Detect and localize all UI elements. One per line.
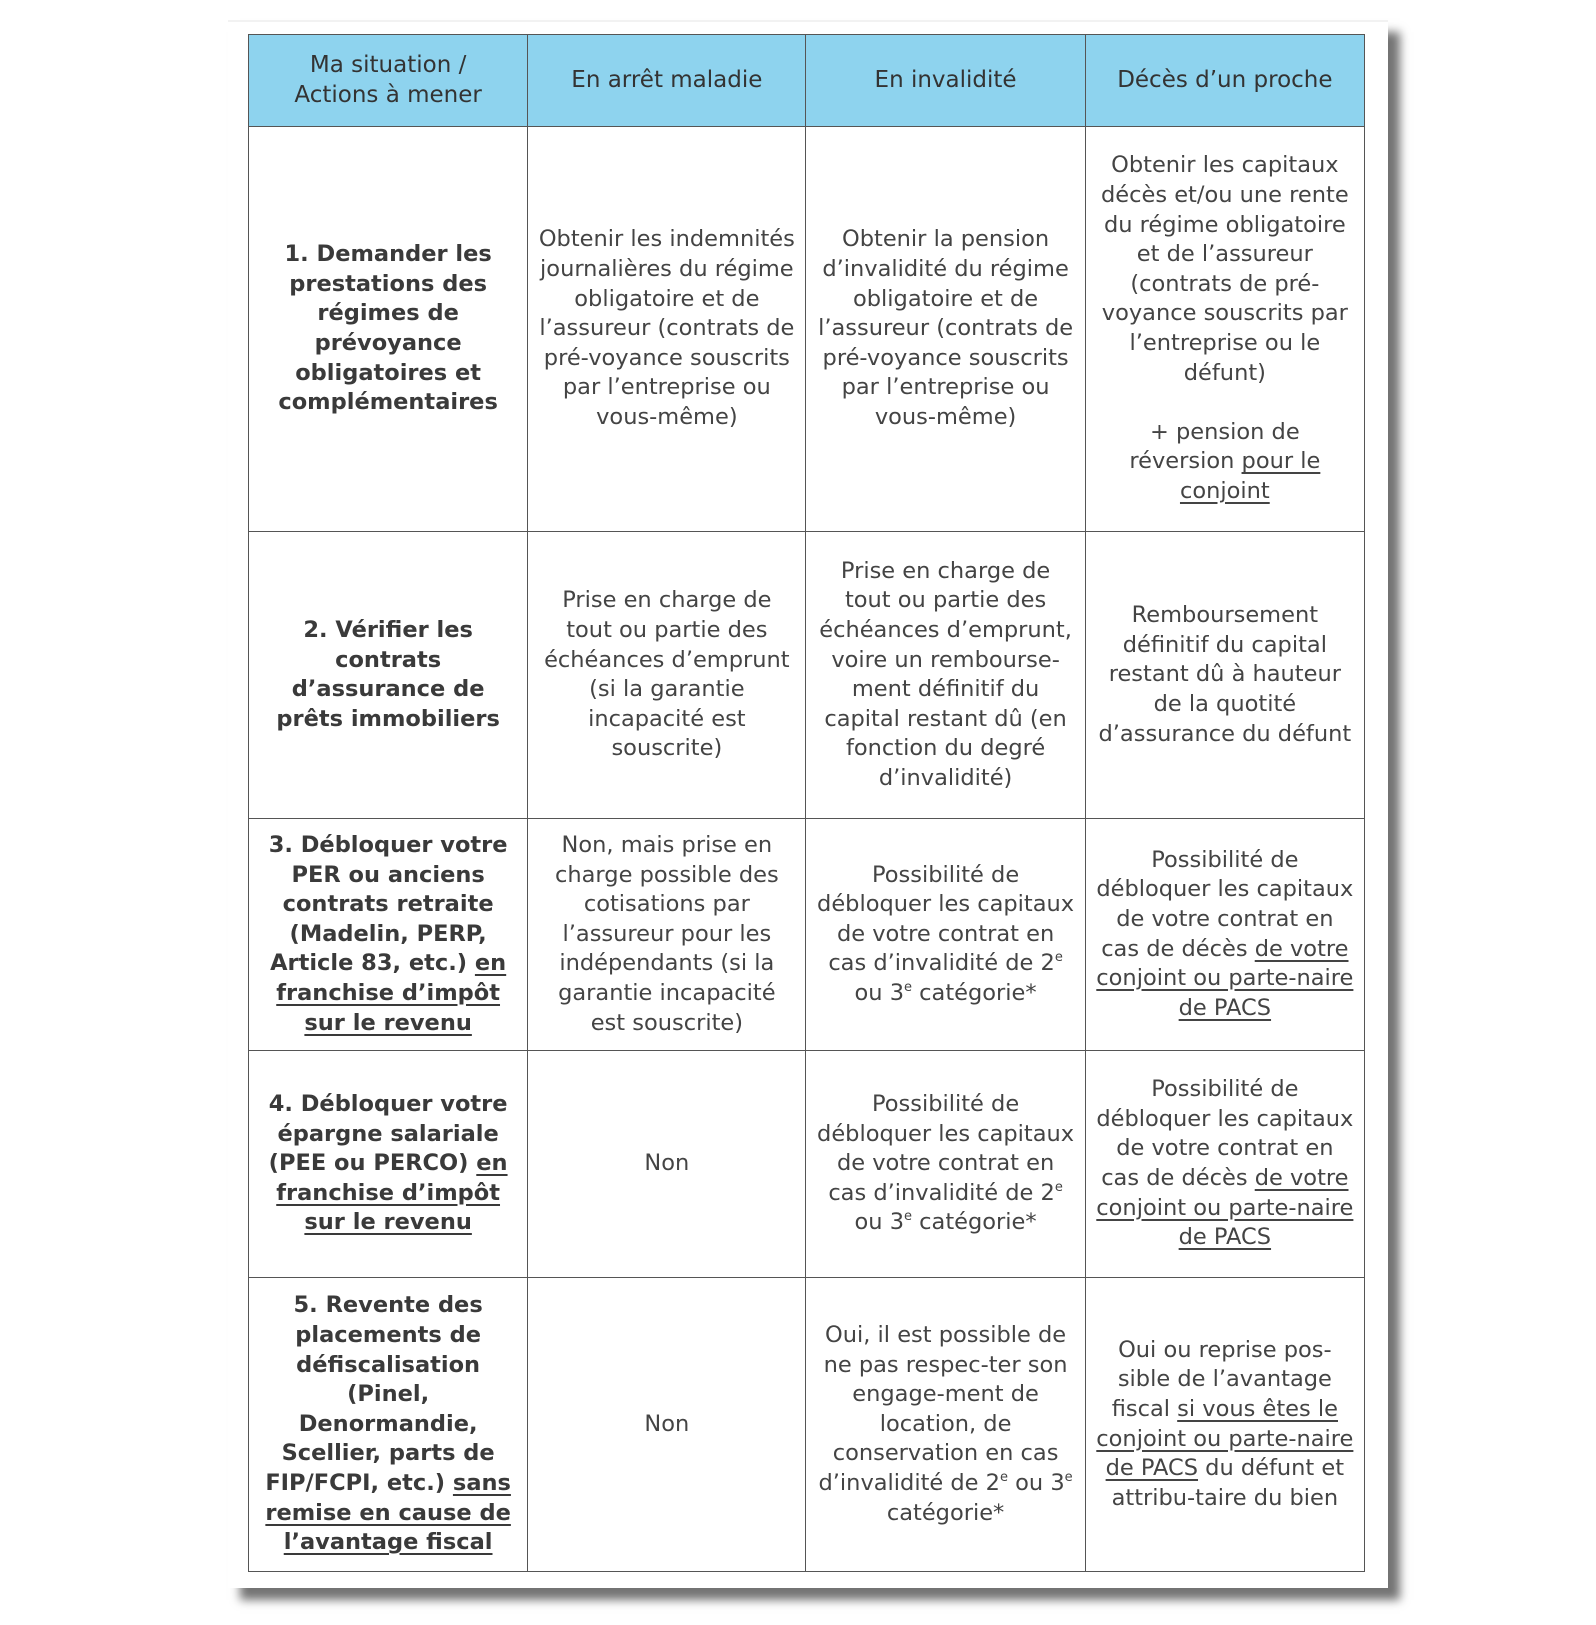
arret-cell: Obtenir les indemnités journalières du régime obligatoire et de l’assureur (contrats de pré-voyance souscrits par l’entreprise ou vous-même) — [528, 127, 806, 532]
superscript: e — [904, 979, 913, 995]
invalidite-text-end: catégorie* — [886, 1499, 1005, 1526]
deces-text: Oui ou reprise pos-sible de l’avantage fiscal — [1111, 1336, 1332, 1422]
deces-text-end: du défunt et attribu-taire du bien — [1111, 1455, 1345, 1511]
deces-text: Possibilité de débloquer les capitaux de votre contrat en cas de décès — [1096, 846, 1354, 962]
invalidite-cell — [806, 819, 1085, 1051]
table-row — [249, 127, 1365, 532]
header-invalidite: En invalidité — [806, 35, 1085, 127]
situations-table — [248, 34, 1365, 1572]
superscript: e — [1054, 1179, 1063, 1195]
invalidite-cell — [806, 1278, 1085, 1572]
deces-underlined: de votre conjoint ou parte-naire de PACS — [1096, 1164, 1354, 1251]
invalidite-text-end: catégorie* — [912, 1209, 1037, 1236]
header-situation-line1: Ma situation / — [309, 51, 467, 78]
header-situation-line2: Actions à mener — [294, 81, 482, 108]
table-header-row — [249, 35, 1365, 127]
deces-extra-text: + pension de réversion — [1129, 418, 1300, 475]
action-text: 4. Débloquer votre épargne salariale (PEE ou PERCO) — [268, 1090, 508, 1177]
arret-cell: Non — [528, 1050, 806, 1277]
action-cell — [249, 1050, 528, 1277]
superscript: e — [904, 1209, 913, 1225]
deces-cell — [1085, 127, 1364, 532]
deces-underlined: de votre conjoint ou parte-naire de PACS — [1096, 935, 1354, 1021]
invalidite-text-mid: ou 3 — [854, 979, 905, 1006]
arret-cell: Non, mais prise en charge possible des cotisations par l’assureur pour les indépendants (si la garantie incapacité est souscrite) — [528, 819, 806, 1051]
arret-cell: Non — [528, 1278, 806, 1572]
header-arret-maladie: En arrêt maladie — [528, 35, 806, 127]
deces-cell — [1085, 819, 1364, 1051]
action-underlined: en franchise d’impôt sur le revenu — [276, 1150, 508, 1236]
action-text: 3. Débloquer votre PER ou anciens contrats retraite (Madelin, PERP, Article 83, etc.) — [268, 831, 508, 977]
table-row — [249, 1278, 1365, 1572]
deces-cell: Remboursement définitif du capital restant dû à hauteur de la quotité d’assurance du défunt — [1085, 532, 1364, 819]
deces-cell — [1085, 1050, 1364, 1277]
document-page — [228, 20, 1388, 1588]
action-cell: 1. Demander les prestations des régimes de prévoyance obligatoires et complémentaires — [249, 127, 528, 532]
invalidite-cell: Obtenir la pension d’invalidité du régime obligatoire et de l’assureur (contrats de pré-voyance souscrits par l’entreprise ou vous-même) — [806, 127, 1085, 532]
action-cell — [249, 819, 528, 1051]
deces-text: Possibilité de débloquer les capitaux de votre contrat en cas de décès — [1096, 1076, 1354, 1191]
table-row — [249, 532, 1365, 819]
deces-underlined: si vous êtes le conjoint ou parte-naire de PACS — [1096, 1395, 1354, 1482]
invalidite-text-end: catégorie* — [912, 979, 1037, 1006]
superscript: e — [1064, 1469, 1073, 1485]
invalidite-cell: Prise en charge de tout ou partie des échéances d’emprunt, voire un rembourse-ment définitif du capital restant dû (en fonction du degré d’invalidité) — [806, 532, 1085, 819]
action-cell: 2. Vérifier les contrats d’assurance de prêts immobiliers — [249, 532, 528, 819]
invalidite-text: Possibilité de débloquer les capitaux de votre contrat en cas d’invalidité de 2 — [817, 1090, 1075, 1206]
deces-text: Obtenir les capitaux décès et/ou une rente du régime obligatoire et de l’assureur (contrats de pré-voyance souscrits par l’entreprise ou le défunt) — [1101, 152, 1349, 386]
header-deces: Décès d’un proche — [1085, 35, 1364, 127]
table-row — [249, 819, 1365, 1051]
invalidite-text: Possibilité de débloquer les capitaux de votre contrat en cas d’invalidité de 2 — [817, 861, 1075, 977]
table-row — [249, 1050, 1365, 1277]
invalidite-cell — [806, 1050, 1085, 1277]
superscript: e — [1000, 1469, 1008, 1485]
action-cell — [249, 1278, 528, 1572]
action-underlined: en franchise d’impôt sur le revenu — [276, 950, 507, 1036]
action-underlined: sans remise en cause de l’avantage fiscal — [265, 1469, 511, 1556]
arret-cell: Prise en charge de tout ou partie des échéances d’emprunt (si la garantie incapacité est souscrite) — [528, 532, 806, 819]
header-situation — [249, 35, 528, 127]
deces-extra-underlined: pour le conjoint — [1179, 448, 1321, 504]
invalidite-text: Oui, il est possible de ne pas respec-ter son engage-ment de location, de conservation en cas d’invalidité de 2 — [818, 1321, 1068, 1496]
invalidite-text-mid: ou 3 — [1008, 1469, 1065, 1496]
invalidite-text-mid: ou 3 — [854, 1209, 905, 1236]
superscript: e — [1054, 950, 1063, 966]
deces-cell — [1085, 1278, 1364, 1572]
action-text: 5. Revente des placements de défiscalisation (Pinel, Denormandie, Scellier, parts de FIP/FCPI, etc.) — [265, 1292, 495, 1496]
